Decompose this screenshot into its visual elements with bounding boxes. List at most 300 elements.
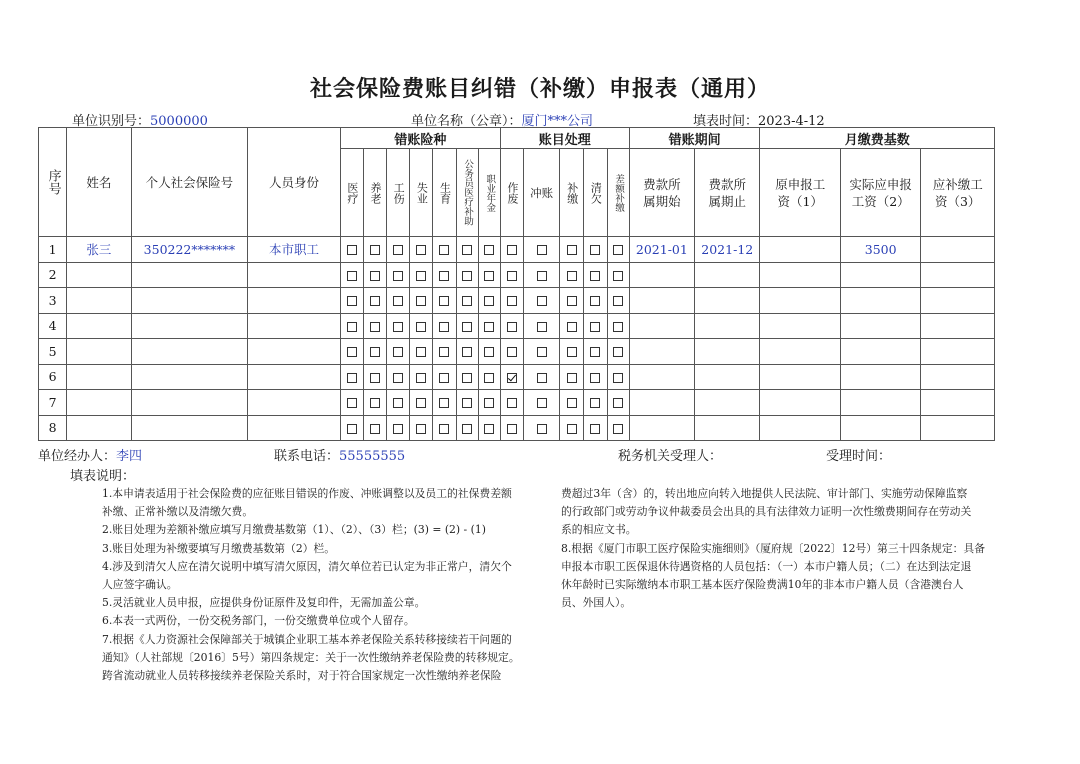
col-name: 姓名 bbox=[67, 128, 131, 237]
checkbox[interactable] bbox=[347, 271, 357, 281]
row-period-start[interactable] bbox=[629, 364, 694, 390]
checkbox[interactable] bbox=[507, 398, 517, 408]
row-identity[interactable] bbox=[248, 364, 341, 390]
note-line: 申报本市职工医保退休待遇资格的人员包括：（一）本市户籍人员；（二）在达到法定退 bbox=[561, 559, 972, 573]
checkbox[interactable] bbox=[507, 296, 517, 306]
checkbox[interactable] bbox=[439, 373, 449, 383]
col-seq: 序号 bbox=[39, 128, 67, 237]
row-checkbox-cell bbox=[500, 237, 523, 263]
col-ins-civil-servant-medical: 公务员医疗补助 bbox=[456, 149, 478, 237]
row-seq[interactable]: 4 bbox=[39, 313, 67, 339]
group-base: 月缴费基数 bbox=[760, 128, 995, 149]
checkbox[interactable] bbox=[370, 296, 380, 306]
checkbox[interactable] bbox=[439, 322, 449, 332]
row-seq[interactable]: 8 bbox=[39, 415, 67, 441]
row-checkbox-cell bbox=[584, 390, 607, 416]
row-name[interactable] bbox=[67, 390, 131, 416]
col-ssn: 个人社会保险号 bbox=[131, 128, 248, 237]
row-period-end[interactable] bbox=[695, 262, 760, 288]
checkbox[interactable] bbox=[590, 245, 600, 255]
row-checkbox-cell bbox=[524, 364, 560, 390]
table-row bbox=[39, 262, 995, 288]
checkbox[interactable] bbox=[370, 398, 380, 408]
checkbox[interactable] bbox=[462, 373, 472, 383]
notes-left bbox=[102, 485, 542, 685]
row-base-original[interactable] bbox=[760, 364, 840, 390]
checkbox[interactable] bbox=[393, 271, 403, 281]
table-body bbox=[39, 237, 995, 441]
checkbox[interactable] bbox=[537, 424, 547, 434]
checkbox[interactable] bbox=[370, 424, 380, 434]
table-row bbox=[39, 364, 995, 390]
checkbox[interactable] bbox=[567, 271, 577, 281]
note-line: 的行政部门或劳动争议仲裁委员会出具的具有法律效力证明一次性缴费期间存在劳动关 bbox=[561, 505, 972, 519]
row-name[interactable] bbox=[67, 364, 131, 390]
checkbox[interactable] bbox=[590, 347, 600, 357]
row-checkbox-cell bbox=[387, 262, 410, 288]
checkbox[interactable] bbox=[370, 373, 380, 383]
row-checkbox-cell bbox=[500, 262, 523, 288]
checkbox[interactable] bbox=[416, 322, 426, 332]
row-checkbox-cell bbox=[584, 313, 607, 339]
row-base-actual[interactable] bbox=[840, 339, 920, 365]
checkbox[interactable] bbox=[567, 245, 577, 255]
col-identity: 人员身份 bbox=[248, 128, 341, 237]
checkbox[interactable] bbox=[507, 347, 517, 357]
checkbox[interactable] bbox=[613, 322, 623, 332]
row-checkbox-cell bbox=[456, 313, 478, 339]
checkbox[interactable] bbox=[370, 347, 380, 357]
row-seq[interactable]: 6 bbox=[39, 364, 67, 390]
checkbox[interactable] bbox=[347, 424, 357, 434]
form-title: 社会保险费账目纠错（补缴）申报表（通用） bbox=[309, 76, 770, 102]
row-checkbox-cell bbox=[340, 288, 363, 314]
col-base-original: 原申报工资（1） bbox=[760, 149, 840, 237]
row-checkbox-cell bbox=[500, 415, 523, 441]
row-checkbox-cell bbox=[478, 415, 500, 441]
row-checkbox-cell bbox=[456, 262, 478, 288]
checkbox[interactable] bbox=[462, 245, 472, 255]
checkbox[interactable] bbox=[590, 322, 600, 332]
checkbox[interactable] bbox=[567, 424, 577, 434]
checkbox[interactable] bbox=[613, 424, 623, 434]
row-seq[interactable]: 7 bbox=[39, 390, 67, 416]
row-base-actual[interactable] bbox=[840, 262, 920, 288]
col-acc-arrears: 清欠 bbox=[584, 149, 607, 237]
checkbox[interactable] bbox=[439, 271, 449, 281]
col-ins-occupational-annuity: 职业年金 bbox=[478, 149, 500, 237]
unit-name-value[interactable]: 厦门***公司 bbox=[521, 114, 594, 129]
row-base-supplement[interactable] bbox=[921, 390, 995, 416]
checkbox[interactable] bbox=[537, 245, 547, 255]
checkbox[interactable] bbox=[439, 398, 449, 408]
row-checkbox-cell bbox=[524, 390, 560, 416]
checkbox[interactable] bbox=[393, 398, 403, 408]
row-checkbox-cell bbox=[478, 237, 500, 263]
checkbox[interactable] bbox=[484, 373, 494, 383]
checkbox[interactable] bbox=[347, 347, 357, 357]
row-period-end[interactable] bbox=[695, 390, 760, 416]
row-checkbox-cell bbox=[410, 313, 433, 339]
row-checkbox-cell bbox=[363, 288, 386, 314]
row-period-start[interactable] bbox=[629, 415, 694, 441]
handler-label: 单位经办人： bbox=[38, 449, 117, 464]
row-checkbox-cell bbox=[433, 415, 456, 441]
row-name[interactable] bbox=[67, 415, 131, 441]
col-period-start: 费款所属期始 bbox=[629, 149, 694, 237]
row-checkbox-cell bbox=[560, 288, 584, 314]
checkbox[interactable] bbox=[393, 296, 403, 306]
row-period-end[interactable] bbox=[695, 313, 760, 339]
checkbox[interactable] bbox=[507, 271, 517, 281]
checkbox[interactable] bbox=[393, 424, 403, 434]
row-checkbox-cell bbox=[363, 364, 386, 390]
checkbox[interactable] bbox=[484, 424, 494, 434]
row-identity[interactable] bbox=[248, 262, 341, 288]
row-name[interactable] bbox=[67, 339, 131, 365]
row-base-original[interactable] bbox=[760, 313, 840, 339]
row-checkbox-cell bbox=[607, 339, 629, 365]
row-checkbox-cell bbox=[363, 415, 386, 441]
row-checkbox-cell bbox=[500, 339, 523, 365]
checkbox[interactable] bbox=[462, 398, 472, 408]
checkbox[interactable] bbox=[416, 373, 426, 383]
checkbox[interactable] bbox=[347, 322, 357, 332]
row-ssn[interactable] bbox=[131, 364, 248, 390]
checkbox[interactable] bbox=[590, 271, 600, 281]
row-checkbox-cell bbox=[524, 339, 560, 365]
row-base-original[interactable] bbox=[760, 237, 840, 263]
row-checkbox-cell bbox=[410, 415, 433, 441]
col-acc-void: 作废 bbox=[500, 149, 523, 237]
checkbox[interactable] bbox=[393, 347, 403, 357]
checkbox[interactable] bbox=[537, 347, 547, 357]
checkbox[interactable] bbox=[590, 296, 600, 306]
row-checkbox-cell bbox=[433, 237, 456, 263]
note-line: 6.本表一式两份，一份交税务部门，一份交缴费单位或个人留存。 bbox=[102, 614, 415, 628]
checkbox[interactable] bbox=[537, 373, 547, 383]
row-name[interactable] bbox=[67, 262, 131, 288]
row-period-start[interactable] bbox=[629, 262, 694, 288]
note-line: 5.灵活就业人员申报，应提供身份证原件及复印件，无需加盖公章。 bbox=[102, 596, 426, 610]
row-identity[interactable] bbox=[248, 313, 341, 339]
checkbox[interactable] bbox=[370, 322, 380, 332]
checkbox[interactable] bbox=[347, 296, 357, 306]
checked-checkbox[interactable] bbox=[507, 373, 517, 383]
row-checkbox-cell bbox=[524, 237, 560, 263]
row-seq[interactable]: 2 bbox=[39, 262, 67, 288]
row-period-end[interactable] bbox=[695, 364, 760, 390]
phone-value[interactable]: 55555555 bbox=[339, 449, 406, 464]
checkbox[interactable] bbox=[393, 245, 403, 255]
row-checkbox-cell bbox=[524, 288, 560, 314]
row-checkbox-cell bbox=[340, 262, 363, 288]
row-checkbox-cell bbox=[478, 313, 500, 339]
col-base-actual: 实际应申报工资（2） bbox=[840, 149, 920, 237]
col-ins-injury: 工伤 bbox=[387, 149, 410, 237]
col-base-supplement: 应补缴工资（3） bbox=[921, 149, 995, 237]
row-checkbox-cell bbox=[500, 288, 523, 314]
checkbox[interactable] bbox=[393, 322, 403, 332]
checkbox[interactable] bbox=[507, 424, 517, 434]
accept-time: 受理时间： bbox=[826, 449, 892, 464]
checkbox[interactable] bbox=[484, 347, 494, 357]
row-base-original[interactable] bbox=[760, 390, 840, 416]
col-period-end: 费款所属期止 bbox=[695, 149, 760, 237]
col-ins-medical: 医疗 bbox=[340, 149, 363, 237]
row-checkbox-cell bbox=[584, 237, 607, 263]
row-checkbox-cell bbox=[607, 364, 629, 390]
row-ssn[interactable] bbox=[131, 415, 248, 441]
row-checkbox-cell bbox=[410, 288, 433, 314]
checkbox[interactable] bbox=[484, 322, 494, 332]
checkbox[interactable] bbox=[590, 398, 600, 408]
row-base-original[interactable] bbox=[760, 339, 840, 365]
row-checkbox-cell bbox=[607, 313, 629, 339]
checkbox[interactable] bbox=[613, 271, 623, 281]
row-checkbox-cell bbox=[560, 390, 584, 416]
row-checkbox-cell bbox=[607, 288, 629, 314]
checkbox[interactable] bbox=[567, 322, 577, 332]
row-checkbox-cell bbox=[584, 364, 607, 390]
row-checkbox-cell bbox=[340, 313, 363, 339]
row-name[interactable] bbox=[67, 288, 131, 314]
note-line: 费超过3年（含）的，转出地应向转入地提供人民法院、审计部门、实施劳动保障监察 bbox=[561, 487, 968, 500]
checkbox[interactable] bbox=[484, 245, 494, 255]
checkbox[interactable] bbox=[507, 245, 517, 255]
row-checkbox-cell bbox=[387, 364, 410, 390]
row-checkbox-cell bbox=[584, 339, 607, 365]
table-row bbox=[39, 288, 995, 314]
row-base-actual[interactable] bbox=[840, 364, 920, 390]
checkbox[interactable] bbox=[416, 245, 426, 255]
row-period-start[interactable] bbox=[629, 288, 694, 314]
fill-time-label: 填表时间： bbox=[693, 114, 759, 129]
row-checkbox-cell bbox=[560, 262, 584, 288]
row-name[interactable] bbox=[67, 313, 131, 339]
checkbox[interactable] bbox=[416, 398, 426, 408]
note-line: 1.本申请表适用于社会保险费的应征账目错误的作废、冲账调整以及员工的社保费差额 bbox=[102, 487, 512, 500]
note-line: 4.涉及到清欠人应在清欠说明中填写清欠原因，清欠单位若已认定为非正常户，清欠个 bbox=[102, 559, 512, 573]
row-checkbox-cell bbox=[363, 237, 386, 263]
row-base-actual[interactable] bbox=[840, 415, 920, 441]
checkbox[interactable] bbox=[370, 271, 380, 281]
row-base-supplement[interactable] bbox=[921, 364, 995, 390]
checkbox[interactable] bbox=[439, 296, 449, 306]
handler bbox=[38, 445, 142, 464]
unit-name-label: 单位名称（公章）： bbox=[411, 114, 522, 129]
row-identity[interactable] bbox=[248, 339, 341, 365]
row-checkbox-cell bbox=[478, 288, 500, 314]
row-period-start[interactable] bbox=[629, 313, 694, 339]
notes-right bbox=[561, 485, 1001, 612]
row-checkbox-cell bbox=[363, 313, 386, 339]
checkbox[interactable] bbox=[416, 347, 426, 357]
row-base-actual[interactable] bbox=[840, 313, 920, 339]
row-checkbox-cell bbox=[560, 237, 584, 263]
row-base-supplement[interactable] bbox=[921, 415, 995, 441]
row-checkbox-cell bbox=[560, 339, 584, 365]
row-base-actual[interactable]: 3500 bbox=[840, 237, 920, 263]
row-base-actual[interactable] bbox=[840, 288, 920, 314]
checkbox[interactable] bbox=[613, 245, 623, 255]
note-line: 7.根据《人力资源社会保障部关于城镇企业职工基本养老保险关系转移接续若干问题的 bbox=[102, 632, 512, 646]
row-base-supplement[interactable] bbox=[921, 237, 995, 263]
row-checkbox-cell bbox=[387, 237, 410, 263]
table-row bbox=[39, 415, 995, 441]
row-checkbox-cell bbox=[340, 339, 363, 365]
row-checkbox-cell bbox=[607, 415, 629, 441]
checkbox[interactable] bbox=[462, 347, 472, 357]
checkbox[interactable] bbox=[347, 245, 357, 255]
row-base-supplement[interactable] bbox=[921, 339, 995, 365]
row-identity[interactable] bbox=[248, 390, 341, 416]
col-ins-maternity: 生育 bbox=[433, 149, 456, 237]
row-identity[interactable] bbox=[248, 288, 341, 314]
row-period-end[interactable] bbox=[695, 415, 760, 441]
row-period-start[interactable]: 2021-01 bbox=[629, 237, 694, 263]
row-checkbox-cell bbox=[478, 262, 500, 288]
table-row bbox=[39, 339, 995, 365]
row-base-original[interactable] bbox=[760, 262, 840, 288]
row-ssn[interactable] bbox=[131, 313, 248, 339]
table-row bbox=[39, 390, 995, 416]
table-row bbox=[39, 313, 995, 339]
checkbox[interactable] bbox=[416, 424, 426, 434]
row-checkbox-cell bbox=[410, 237, 433, 263]
row-checkbox-cell bbox=[500, 390, 523, 416]
row-base-supplement[interactable] bbox=[921, 288, 995, 314]
row-ssn[interactable] bbox=[131, 390, 248, 416]
checkbox[interactable] bbox=[567, 398, 577, 408]
checkbox[interactable] bbox=[590, 424, 600, 434]
row-checkbox-cell bbox=[363, 262, 386, 288]
row-checkbox-cell bbox=[500, 364, 523, 390]
row-ssn[interactable] bbox=[131, 339, 248, 365]
row-checkbox-cell bbox=[456, 237, 478, 263]
row-base-original[interactable] bbox=[760, 288, 840, 314]
row-checkbox-cell bbox=[478, 390, 500, 416]
checkbox[interactable] bbox=[462, 271, 472, 281]
row-period-end[interactable]: 2021-12 bbox=[695, 237, 760, 263]
checkbox[interactable] bbox=[613, 398, 623, 408]
row-checkbox-cell bbox=[387, 339, 410, 365]
checkbox[interactable] bbox=[613, 347, 623, 357]
row-base-actual[interactable] bbox=[840, 390, 920, 416]
row-checkbox-cell bbox=[456, 415, 478, 441]
row-checkbox-cell bbox=[524, 415, 560, 441]
row-checkbox-cell bbox=[584, 288, 607, 314]
row-base-original[interactable] bbox=[760, 415, 840, 441]
checkbox[interactable] bbox=[537, 296, 547, 306]
row-period-end[interactable] bbox=[695, 288, 760, 314]
col-ins-pension: 养老 bbox=[363, 149, 386, 237]
checkbox[interactable] bbox=[347, 398, 357, 408]
row-period-end[interactable] bbox=[695, 339, 760, 365]
handler-value[interactable]: 李四 bbox=[116, 449, 143, 464]
row-name[interactable]: 张三 bbox=[67, 237, 131, 263]
checkbox[interactable] bbox=[590, 373, 600, 383]
checkbox[interactable] bbox=[537, 271, 547, 281]
note-line: 3.账目处理为补缴要填写月缴费基数第（2）栏。 bbox=[102, 541, 336, 555]
checkbox[interactable] bbox=[439, 245, 449, 255]
row-base-supplement[interactable] bbox=[921, 262, 995, 288]
checkbox[interactable] bbox=[416, 296, 426, 306]
row-checkbox-cell bbox=[433, 339, 456, 365]
row-period-start[interactable] bbox=[629, 390, 694, 416]
row-seq[interactable]: 3 bbox=[39, 288, 67, 314]
row-checkbox-cell bbox=[433, 288, 456, 314]
row-seq[interactable]: 1 bbox=[39, 237, 67, 263]
row-checkbox-cell bbox=[560, 313, 584, 339]
row-checkbox-cell bbox=[478, 364, 500, 390]
checkbox[interactable] bbox=[567, 347, 577, 357]
checkbox[interactable] bbox=[462, 424, 472, 434]
checkbox[interactable] bbox=[393, 373, 403, 383]
group-period: 错账期间 bbox=[629, 128, 760, 149]
checkbox[interactable] bbox=[567, 373, 577, 383]
checkbox[interactable] bbox=[567, 296, 577, 306]
col-acc-difference: 差额补缴 bbox=[607, 149, 629, 237]
row-ssn[interactable] bbox=[131, 288, 248, 314]
checkbox[interactable] bbox=[537, 398, 547, 408]
row-seq[interactable]: 5 bbox=[39, 339, 67, 365]
row-checkbox-cell bbox=[524, 262, 560, 288]
row-checkbox-cell bbox=[607, 237, 629, 263]
row-ssn[interactable]: 350222******* bbox=[131, 237, 248, 263]
row-checkbox-cell bbox=[500, 313, 523, 339]
checkbox[interactable] bbox=[462, 322, 472, 332]
row-identity[interactable]: 本市职工 bbox=[248, 237, 341, 263]
note-line: 2.账目处理为差额补缴应填写月缴费基数第（1）、（2）、（3）栏；(3) = (2) - (1) bbox=[102, 523, 486, 537]
row-checkbox-cell bbox=[410, 364, 433, 390]
checkbox[interactable] bbox=[462, 296, 472, 306]
checkbox[interactable] bbox=[613, 373, 623, 383]
note-line: 补缴、正常补缴以及清缴欠费。 bbox=[102, 505, 254, 519]
row-checkbox-cell bbox=[524, 313, 560, 339]
row-checkbox-cell bbox=[433, 364, 456, 390]
checkbox[interactable] bbox=[484, 398, 494, 408]
checkbox[interactable] bbox=[484, 271, 494, 281]
note-line: 员、外国人）。 bbox=[561, 596, 632, 610]
row-checkbox-cell bbox=[456, 339, 478, 365]
phone-label: 联系电话： bbox=[274, 449, 340, 464]
checkbox[interactable] bbox=[439, 347, 449, 357]
checkbox[interactable] bbox=[613, 296, 623, 306]
row-checkbox-cell bbox=[456, 288, 478, 314]
unit-id-value[interactable]: 5000000 bbox=[150, 114, 208, 129]
checkbox[interactable] bbox=[370, 245, 380, 255]
col-acc-reverse: 冲账 bbox=[524, 149, 560, 237]
checkbox[interactable] bbox=[507, 322, 517, 332]
row-identity[interactable] bbox=[248, 415, 341, 441]
row-base-supplement[interactable] bbox=[921, 313, 995, 339]
checkbox[interactable] bbox=[347, 373, 357, 383]
checkbox[interactable] bbox=[416, 271, 426, 281]
checkbox[interactable] bbox=[484, 296, 494, 306]
checkbox[interactable] bbox=[439, 424, 449, 434]
row-checkbox-cell bbox=[387, 313, 410, 339]
row-checkbox-cell bbox=[560, 364, 584, 390]
row-ssn[interactable] bbox=[131, 262, 248, 288]
row-checkbox-cell bbox=[363, 339, 386, 365]
fill-time-value[interactable]: 2023-4-12 bbox=[758, 114, 825, 129]
row-period-start[interactable] bbox=[629, 339, 694, 365]
phone bbox=[274, 445, 405, 464]
notes-title: 填表说明： bbox=[70, 469, 136, 484]
group-insurance: 错账险种 bbox=[340, 128, 500, 149]
checkbox[interactable] bbox=[537, 322, 547, 332]
